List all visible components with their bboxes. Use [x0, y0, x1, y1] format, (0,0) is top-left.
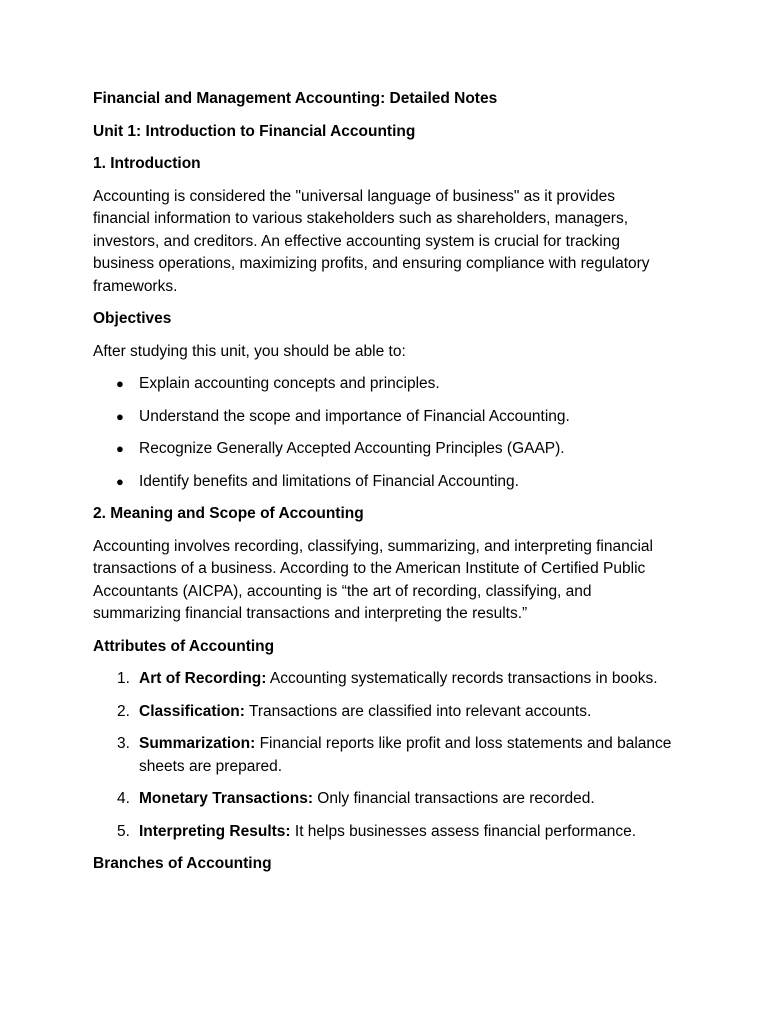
- list-item: [93, 471, 673, 494]
- list-item-text: Recognize Generally Accepted Accounting Principles (GAAP).: [139, 440, 565, 457]
- list-item: [93, 788, 673, 811]
- list-item-text: It helps businesses assess financial performance.: [290, 822, 637, 840]
- bullet-icon: ●: [116, 473, 124, 489]
- document-title: Financial and Management Accounting: Detailed Notes: [93, 90, 498, 107]
- list-item: [93, 406, 673, 429]
- bullet-icon: ●: [116, 408, 124, 424]
- list-item: [93, 438, 673, 461]
- document-page: [93, 88, 673, 886]
- list-item: [93, 373, 673, 396]
- bullet-icon: ●: [116, 441, 124, 456]
- meaning-scope-paragraph: Accounting involves recording, classifying, summarizing, and interpreting financial transactions of a business. According to the American Institute of Certified Public Accountants (AICPA), accounting is “the art of recording, classifying, and summarizing financial transactions and interpreting the results.”: [93, 537, 653, 622]
- list-item-number: 1.: [117, 670, 130, 687]
- attributes-heading: Attributes of Accounting: [93, 637, 275, 655]
- list-item-text: Financial reports like profit and loss statements and balance sheets are prepared.: [139, 735, 672, 775]
- list-item: [93, 821, 673, 844]
- list-item-text: Identify benefits and limitations of Financial Accounting.: [139, 472, 519, 490]
- section-heading-meaning-scope: 2. Meaning and Scope of Accounting: [93, 505, 364, 522]
- list-item-term: Summarization:: [139, 735, 256, 752]
- list-item-term: Monetary Transactions:: [139, 790, 313, 807]
- unit-heading: Unit 1: Introduction to Financial Accounting: [93, 122, 416, 140]
- list-item-term: Art of Recording:: [139, 670, 267, 687]
- list-item-number: 2.: [117, 702, 130, 720]
- objectives-heading: Objectives: [93, 310, 172, 327]
- list-item-number: 4.: [117, 790, 130, 807]
- list-item-text: Understand the scope and importance of Financial Accounting.: [139, 407, 570, 425]
- introduction-paragraph: Accounting is considered the "universal language of business" as it provides financial information to various stakeholders such as shareholders, managers, investors, and creditors. An effective accounting system is crucial for tracking business operations, maximizing profits, and ensuring compliance with regulatory frameworks.: [93, 187, 650, 295]
- objectives-intro: After studying this unit, you should be able to:: [93, 342, 406, 360]
- list-item-number: 3.: [117, 735, 130, 752]
- list-item: [93, 701, 673, 724]
- list-item-term: Interpreting Results:: [139, 822, 291, 840]
- branches-heading: Branches of Accounting: [93, 855, 272, 872]
- list-item-text: Accounting systematically records transactions in books.: [266, 670, 658, 687]
- objectives-list: [93, 373, 673, 493]
- bullet-icon: ●: [116, 376, 124, 391]
- list-item: [93, 668, 673, 691]
- list-item: [93, 733, 673, 778]
- list-item-text: Transactions are classified into relevant accounts.: [244, 702, 592, 720]
- list-item-number: 5.: [117, 822, 130, 840]
- list-item-text: Explain accounting concepts and principles.: [139, 375, 440, 392]
- list-item-term: Classification:: [139, 702, 245, 720]
- section-heading-introduction: 1. Introduction: [93, 155, 201, 172]
- attributes-list: [93, 668, 673, 843]
- list-item-text: Only financial transactions are recorded.: [313, 790, 595, 807]
